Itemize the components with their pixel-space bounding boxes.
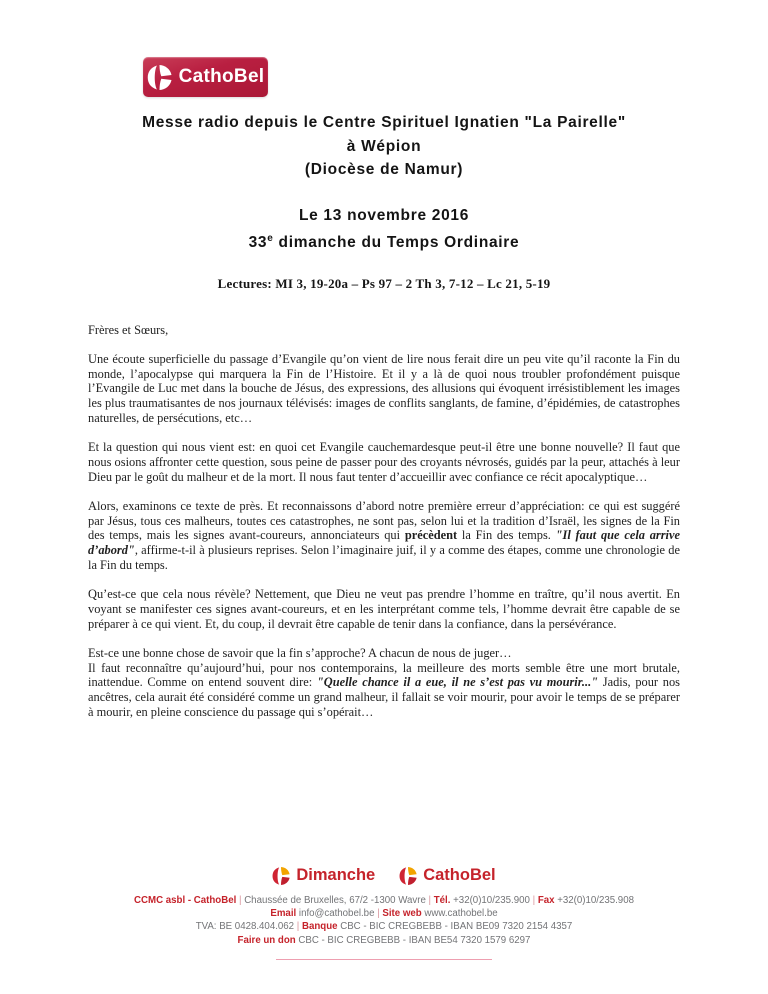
dimanche-logo bbox=[272, 866, 375, 885]
date-line-2: 33e dimanche du Temps Ordinaire bbox=[248, 233, 520, 252]
title-line-3: (Diocèse de Namur) bbox=[304, 161, 464, 178]
cathobel-logo-label: CathoBel bbox=[178, 66, 265, 87]
cathobel-footer-logo bbox=[399, 866, 495, 885]
paragraph: Est-ce une bonne chose de savoir que la fin s’approche? A chacun de nous de juger… Il faut reconnaître qu’aujourd’hui, pour nos contemporains, la meilleure des morts semble être une mort brutale, inattendue. Comme on entend souvent dire: "Quelle chance il a eue, il ne s’est pas vu mourir..." Jadis, pour nos ancêtres, cela aurait été considéré comme un grand malheur, il fallait se voir mourir, pour avoir le temps de se préparer à mourir, en pleine conscience du passage qui s’opérait… bbox=[88, 646, 680, 719]
lectures-reference: Lectures: MI 3, 19-20a – Ps 97 – 2 Th 3, 7-12 – Lc 21, 5-19 bbox=[217, 275, 551, 291]
cathobel-petals-icon bbox=[399, 867, 417, 885]
homily-body bbox=[88, 323, 680, 720]
title-line-1: Messe radio depuis le Centre Spirituel Ignatien "La Pairelle" bbox=[142, 114, 626, 131]
cathobel-petals-icon bbox=[147, 65, 172, 90]
footer-contact-line-1: CCMC asbl - CathoBel | Chaussée de Bruxelles, 67/2 -1300 Wavre | Tél. +32(0)10/235.900 | Fax +32(0)10/235.908 bbox=[134, 895, 634, 906]
paragraph: Et la question qui nous vient est: en quoi cet Evangile cauchemardesque peut-il être une bonne nouvelle? Il faut que nous osions affronter cette question, sous peine de passer pour des croyants névrosés, guidés par la peur, attachés à leur Dieu par le goût du malheur et de la mort. Il nous faut tenter d’accueillir avec confiance ce récit apocalyptique… bbox=[88, 440, 680, 484]
cathobel-header-logo bbox=[143, 57, 268, 97]
title-line-2: à Wépion bbox=[346, 137, 422, 155]
footer-logos bbox=[0, 866, 768, 885]
paragraph: Une écoute superficielle du passage d’Evangile qu’on vient de lire nous ferait dire un peu vite qu’il raconte la Fin du monde, l’apocalypse qui marquera la Fin de l’Histoire. Et il y a là de quoi nous troubler profondément puisque l’Evangile de Luc met dans la bouche de Jésus, des expressions, des allusions qui évoquent irrésistiblement les images les plus traumatisantes de nos journaux télévisés: images de conflits sanglants, de famine, d’épidémies, de catastrophes naturelles, de persécutions, etc… bbox=[88, 352, 680, 425]
cathobel-footer-logo-label: CathoBel bbox=[423, 866, 496, 884]
footer-contact-info bbox=[0, 894, 768, 947]
paragraph: Alors, examinons ce texte de près. Et reconnaissons d’abord notre première erreur d’appréciation: ce qui est suggéré par Jésus, tous ces malheurs, toutes ces catastrophes, ne sont pas, selon lui et la tradition d’Israël, les signes de la Fin des temps, mais les signes avant-coureurs, annonciateurs qui précèdent la Fin des temps. "Il faut que cela arrive d’abord", affirme-t-il à plusieurs reprises. Selon l’imaginaire juif, il y a comme des étapes, comme une chronologie de la Fin du temps. bbox=[88, 499, 680, 572]
paragraph: Qu’est-ce que cela nous révèle? Nettement, que Dieu ne veut pas prendre l’homme en traître, qu’il nous avertit. En voyant se manifester ces signes avant-coureurs, et en les interprétant comme tels, l’homme devrait être capable de se préparer à ce qui vient. Et, du coup, il devrait être capable de tenir dans la confiance, dans la persévérance. bbox=[88, 587, 680, 631]
footer-contact-line-4: Faire un don CBC - BIC CREGBEBB - IBAN BE54 7320 1579 6297 bbox=[237, 934, 531, 946]
dimanche-petals-icon bbox=[272, 867, 290, 885]
footer-divider bbox=[276, 959, 492, 960]
date-line-1: Le 13 novembre 2016 bbox=[298, 206, 470, 224]
footer-contact-line-2: Email info@cathobel.be | Site web www.cathobel.be bbox=[270, 908, 498, 920]
dimanche-logo-label: Dimanche bbox=[296, 866, 376, 884]
footer bbox=[0, 866, 768, 960]
salutation: Frères et Sœurs, bbox=[88, 322, 169, 337]
event-date bbox=[0, 204, 768, 255]
document-title bbox=[0, 0, 768, 182]
footer-contact-line-3: TVA: BE 0428.404.062 | Banque CBC - BIC CREGBEBB - IBAN BE09 7320 2154 4357 bbox=[195, 921, 573, 933]
